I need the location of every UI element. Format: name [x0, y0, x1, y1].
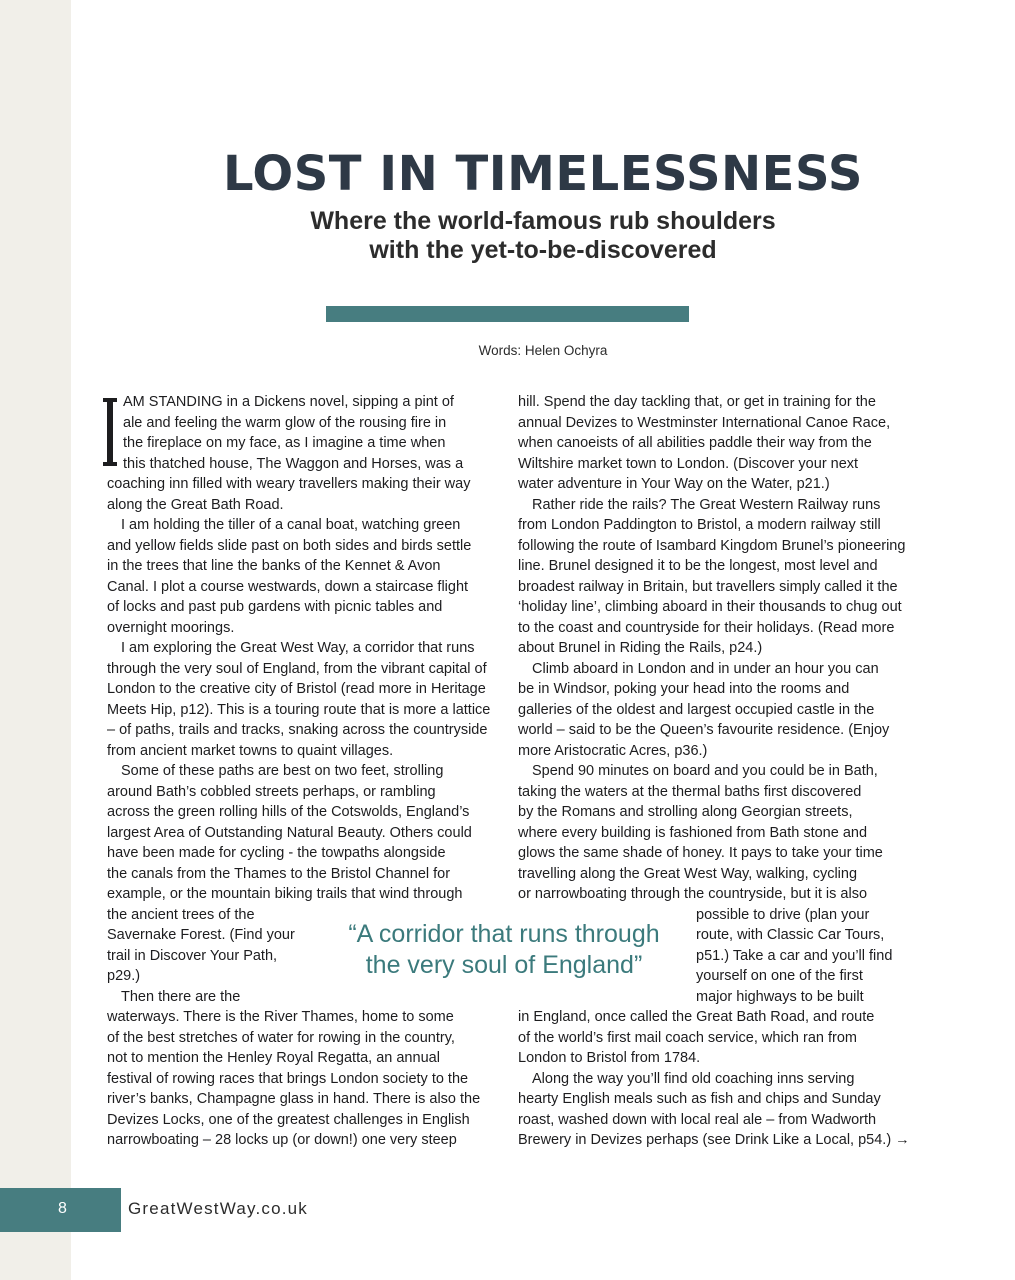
article-left-column — [107, 392, 497, 1151]
paragraph-line: along the Great Bath Road. — [107, 496, 284, 513]
paragraph-line: to the coast and countryside for their holidays. (Read more — [518, 619, 895, 636]
paragraph-line: around Bath’s cobbled streets perhaps, or rambling — [107, 783, 436, 800]
paragraph-line: the ancient trees of the — [107, 906, 255, 923]
paragraph-line: following the route of Isambard Kingdom Brunel’s pioneering — [518, 537, 906, 554]
byline — [71, 343, 1015, 358]
website-link[interactable]: GreatWestWay.co.uk — [128, 1199, 308, 1218]
paragraph-line: of the best stretches of water for rowing in the country, — [107, 1029, 455, 1046]
page-margin-strip — [0, 0, 71, 1280]
paragraph-line: the canals from the Thames to the Bristol Channel for — [107, 865, 451, 882]
paragraph-line: AM STANDING in a Dickens novel, sipping a pint of — [123, 394, 454, 410]
paragraph-line: annual Devizes to Westminster International Canoe Race, — [518, 414, 891, 431]
paragraph-line: galleries of the oldest and largest occupied castle in the — [518, 701, 875, 718]
paragraph-line: route, with Classic Car Tours, — [696, 927, 885, 943]
paragraph-line: Spend 90 minutes on board and you could be in Bath, — [532, 763, 878, 779]
paragraph-line: taking the waters at the thermal baths first discovered — [518, 783, 862, 800]
paragraph-line: hill. Spend the day tackling that, or get in training for the — [518, 394, 876, 410]
paragraph-line: about Brunel in Riding the Rails, p24.) — [518, 640, 763, 656]
paragraph-line: broadest railway in Britain, but travellers simply called it the — [518, 578, 898, 595]
paragraph-line: Savernake Forest. (Find your — [107, 927, 295, 943]
paragraph-line: be in Windsor, poking your head into the rooms and — [518, 681, 850, 697]
paragraph-line: travelling along the Great West Way, walking, cycling — [518, 865, 858, 882]
paragraph-line: hearty English meals such as fish and chips and Sunday — [518, 1091, 881, 1107]
subtitle-line: with the yet-to-be-discovered — [369, 236, 717, 264]
paragraph-line: Along the way you’ll find old coaching inns serving — [532, 1070, 855, 1087]
paragraph-line: trail in Discover Your Path, — [107, 947, 278, 964]
paragraph-line: yourself on one of the first — [696, 968, 863, 984]
paragraph-line: p51.) Take a car and you’ll find — [696, 947, 893, 964]
pull-quote — [336, 919, 672, 981]
paragraph-line: this thatched house, The Waggon and Horses, was a — [123, 455, 464, 472]
paragraph-line: p29.) — [107, 968, 141, 984]
paragraph-line: Brewery in Devizes perhaps (see Drink Like a Local, p54.) → — [518, 1132, 910, 1148]
paragraph-line: when canoeists of all abilities paddle their way from the — [518, 435, 872, 451]
paragraph-line: the fireplace on my face, as I imagine a time when — [123, 435, 446, 451]
paragraph-line: or narrowboating through the countryside, but it is also — [518, 886, 868, 902]
paragraph-line: Rather ride the rails? The Great Western Railway runs — [532, 496, 881, 513]
title-divider-bar — [326, 306, 689, 322]
article-subtitle — [71, 207, 1015, 265]
paragraph-line: example, or the mountain biking trails that wind through — [107, 886, 463, 902]
page-number: 8 — [58, 1200, 67, 1217]
paragraph-line: Devizes Locks, one of the greatest challenges in English — [107, 1111, 470, 1128]
paragraph-line: overnight moorings. — [107, 619, 235, 636]
paragraph-line: ale and feeling the warm glow of the rousing fire in — [123, 414, 447, 431]
paragraph-line: I am holding the tiller of a canal boat, watching green — [121, 517, 461, 533]
paragraph-line: narrowboating – 28 locks up (or down!) one very steep — [107, 1132, 457, 1148]
paragraph-line: where every building is fashioned from Bath stone and — [518, 824, 868, 841]
paragraph-line: river’s banks, Champagne glass in hand. There is also the — [107, 1091, 481, 1107]
paragraph-line: Wiltshire market town to London. (Discover your next — [518, 455, 859, 472]
paragraph-line: roast, washed down with local real ale – from Wadworth — [518, 1111, 877, 1128]
article-title: LOST IN TIMELESSNESS — [223, 146, 863, 202]
paragraph-line: Some of these paths are best on two feet, strolling — [121, 763, 444, 779]
continue-arrow-icon: → — [891, 1132, 910, 1148]
paragraph-line: through the very soul of England, from the vibrant capital of — [107, 660, 487, 677]
paragraph-line: Climb aboard in London and in under an hour you can — [532, 660, 879, 677]
paragraph-line: Meets Hip, p12). This is a touring route that is more a lattice — [107, 701, 491, 718]
paragraph-line: line. Brunel designed it to be the longest, most level and — [518, 558, 878, 574]
paragraph-line: ‘holiday line’, climbing aboard in their thousands to chug out — [518, 599, 902, 615]
paragraph-line: water adventure in Your Way on the Water, p21.) — [518, 476, 830, 492]
paragraph-line: in the trees that line the banks of the Kennet & Avon — [107, 558, 441, 574]
paragraph-line: coaching inn filled with weary travellers making their way — [107, 476, 471, 492]
pull-quote-line: the very soul of England” — [365, 951, 643, 979]
paragraph-line: in England, once called the Great Bath Road, and route — [518, 1009, 875, 1025]
paragraph-line: of the world’s first mail coach service, which ran from — [518, 1029, 857, 1046]
article-right-column — [518, 392, 910, 1151]
paragraph-line: – of paths, trails and tracks, snaking across the countryside — [107, 722, 488, 738]
paragraph-line: waterways. There is the River Thames, home to some — [107, 1009, 454, 1025]
paragraph-line: festival of rowing races that brings London society to the — [107, 1070, 469, 1087]
paragraph-line: London to Bristol from 1784. — [518, 1050, 701, 1066]
paragraph-line: of locks and past pub gardens with picnic tables and — [107, 599, 443, 615]
paragraph-line: more Aristocratic Acres, p36.) — [518, 742, 708, 759]
paragraph-line: Then there are the — [121, 988, 241, 1005]
paragraph-line: London to the creative city of Bristol (read more in Heritage — [107, 681, 486, 697]
paragraph-line: world – said to be the Queen’s favourite residence. (Enjoy — [518, 722, 890, 738]
paragraph-line: largest Area of Outstanding Natural Beauty. Others could — [107, 824, 472, 841]
paragraph-line: major highways to be built — [696, 988, 864, 1005]
paragraph-line: glows the same shade of honey. It pays to take your time — [518, 845, 883, 861]
paragraph-line: not to mention the Henley Royal Regatta, an annual — [107, 1050, 440, 1066]
pull-quote-line: “A corridor that runs through — [348, 920, 660, 948]
paragraph-line: from London Paddington to Bristol, a modern railway still — [518, 517, 881, 533]
paragraph-line: I am exploring the Great West Way, a corridor that runs — [121, 640, 475, 656]
byline-author: Helen Ochyra — [524, 343, 608, 358]
byline-label: Words: — [478, 343, 522, 358]
paragraph-line: from ancient market towns to quaint villages. — [107, 742, 394, 759]
paragraph-line: possible to drive (plan your — [696, 906, 870, 923]
subtitle-line: Where the world-famous rub shoulders — [310, 207, 776, 235]
paragraph-line: by the Romans and strolling along Georgian streets, — [518, 804, 853, 820]
paragraph-line: Canal. I plot a course westwards, down a staircase flight — [107, 578, 469, 595]
paragraph-line: and yellow fields slide past on both sides and birds settle — [107, 537, 472, 554]
paragraph-line: have been made for cycling - the towpaths alongside — [107, 845, 446, 861]
paragraph-line: across the green rolling hills of the Cotswolds, England’s — [107, 804, 470, 820]
